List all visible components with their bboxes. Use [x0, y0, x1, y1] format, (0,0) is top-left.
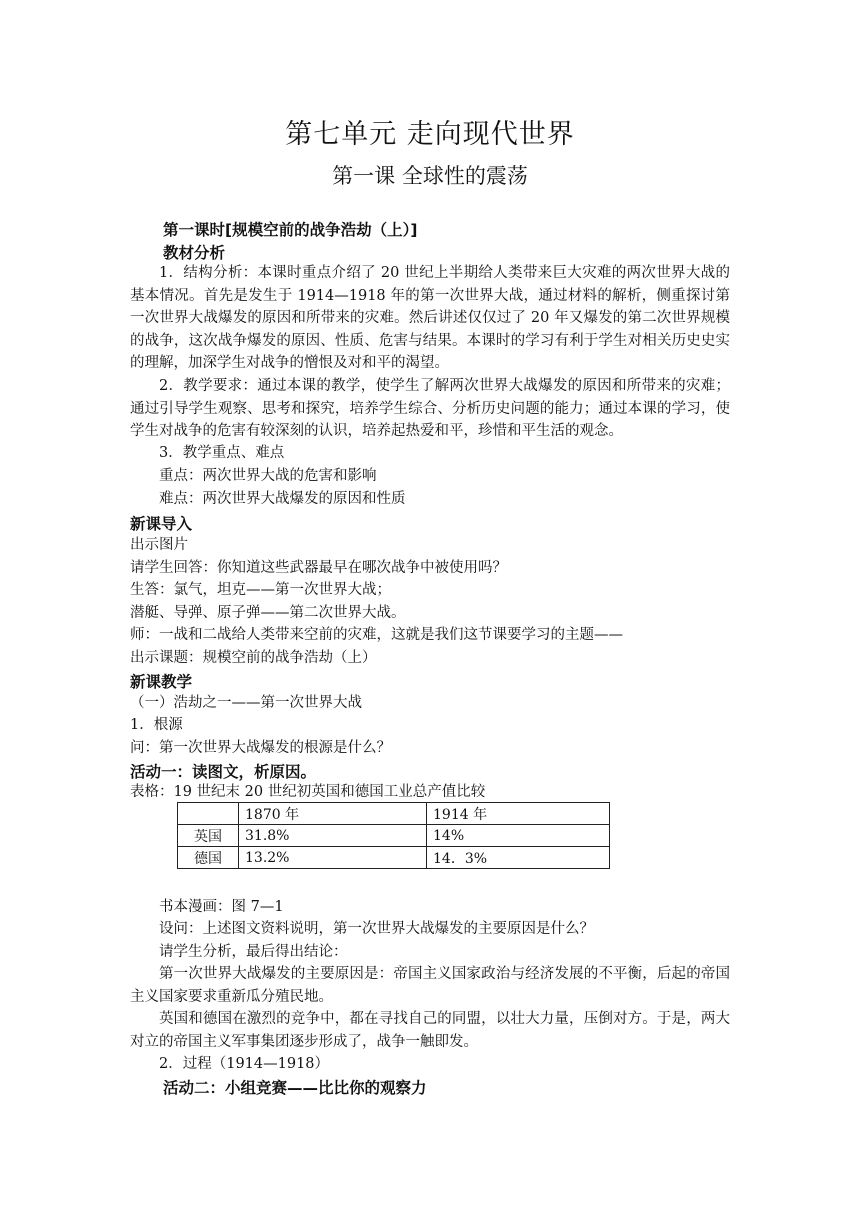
teaching-line: （一）浩劫之一——第一次世界大战 [130, 695, 362, 711]
teaching-requirements-paragraph: 2．教学要求：通过本课的教学，使学生了解两次世界大战爆发的原因和所带来的灾难；通过引导学生观察、思考和探究，培养学生综合、分析历史问题的能力；通过本课的学习，使学生对战争的危害有较深刻的认识，培养起热爱和平，珍惜和平生活的观念。 [130, 378, 730, 440]
teaching-line: 1．根源 [130, 717, 183, 733]
industry-output-table [177, 802, 610, 869]
intro-line: 潜艇、导弹、原子弹——第二次世界大战。 [130, 605, 406, 621]
table-row [178, 825, 610, 847]
table-cell: 14．3% [427, 847, 610, 869]
analysis-heading: 教材分析 [163, 244, 226, 262]
table-header-cell: 1870 年 [239, 803, 427, 825]
intro-line: 师：一战和二战给人类带来空前的灾难，这就是我们这节课要学习的主题—— [130, 627, 623, 643]
post-table-line: 请学生分析，最后得出结论： [159, 944, 348, 960]
activity-one-heading: 活动一：读图文，析原因。 [130, 763, 317, 781]
conclusion-paragraph: 第一次世界大战爆发的主要原因是：帝国主义国家政治与经济发展的不平衡，后起的帝国主义国家要求重新瓜分殖民地。 [130, 966, 730, 1005]
table-caption: 表格：19 世纪末 20 世纪初英国和德国工业总产值比较 [130, 784, 486, 800]
process-heading: 2．过程（1914—1918） [159, 1056, 330, 1072]
intro-line: 出示图片 [130, 537, 188, 553]
table-cell: 13.2% [239, 847, 427, 869]
table-header-cell: 1914 年 [427, 803, 610, 825]
table-row [178, 847, 610, 869]
table-cell: 英国 [178, 825, 239, 847]
unit-title: 第七单元 走向现代世界 [285, 119, 575, 150]
teaching-heading: 新课教学 [130, 673, 193, 691]
intro-heading: 新课导入 [130, 515, 193, 533]
intro-line: 出示课题：规模空前的战争浩劫（上） [130, 650, 377, 666]
table-cell [178, 803, 239, 825]
intro-line: 生答：氯气，坦克——第一次世界大战； [130, 582, 391, 598]
key-point: 重点：两次世界大战的危害和影响 [159, 468, 377, 484]
activity-two-heading: 活动二：小组竞赛——比比你的观察力 [163, 1079, 427, 1097]
table-row [178, 803, 610, 825]
lesson-period-heading: 第一课时[规模空前的战争浩劫（上）] [163, 221, 418, 239]
intro-line: 请学生回答：你知道这些武器最早在哪次战争中被使用吗？ [130, 560, 507, 576]
table-cell: 德国 [178, 847, 239, 869]
post-table-line: 设问：上述图文资料说明，第一次世界大战爆发的主要原因是什么？ [159, 921, 594, 937]
table-cell: 14% [427, 825, 610, 847]
teaching-line: 问：第一次世界大战爆发的根源是什么？ [130, 740, 391, 756]
table-cell: 31.8% [239, 825, 427, 847]
lesson-title: 第一课 全球性的震荡 [332, 164, 528, 188]
alliance-paragraph: 英国和德国在激烈的竞争中，都在寻找自己的同盟，以壮大力量，压倒对方。于是，两大对立的帝国主义军事集团逐步形成了，战争一触即发。 [130, 1011, 730, 1050]
key-points-heading: 3．教学重点、难点 [159, 445, 285, 461]
difficult-point: 难点：两次世界大战爆发的原因和性质 [159, 491, 406, 507]
post-table-line: 书本漫画：图 7—1 [159, 899, 284, 915]
structure-analysis-paragraph: 1．结构分析：本课时重点介绍了 20 世纪上半期给人类带来巨大灾难的两次世界大战的基本情况。首先是发生于 1914—1918 年的第一次世界大战，通过材料的解析，侧重探讨第一次世界大战爆发的原因和所带来的灾难。然后讲述仅仅过了 20 年又爆发的第二次世界规模的战争，这次战争爆发的原因、性质、危害与结果。本课时的学习有利于学生对相关历史史实的理解，加深学生对战争的憎恨及对和平的渴望。 [130, 265, 730, 372]
